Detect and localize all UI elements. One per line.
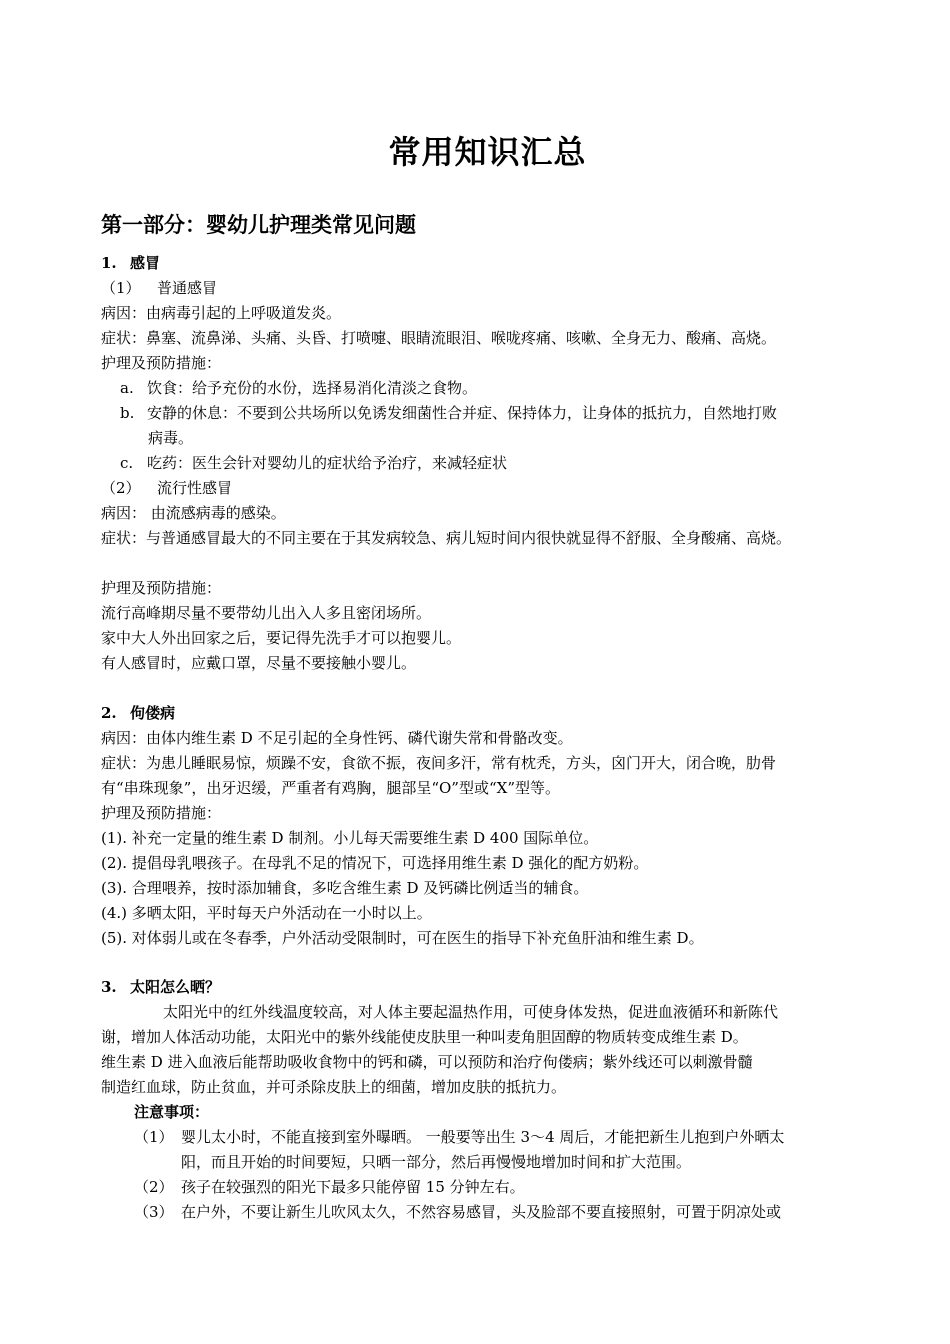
flu-care-line: 有人感冒时，应戴口罩，尽量不要接触小婴儿。 [101,654,417,672]
note-item: （1） 婴儿太小时，不能直接到室外曝晒。 一般要等出生 3～4 周后，才能把新生儿抱到户外晒太 [134,1128,785,1146]
paragraph-line: 维生素 D 进入血液后能帮助吸收食物中的钙和磷，可以预防和治疗佝偻病；紫外线还可以刺激骨髓 [101,1053,753,1071]
note-item: （3） 在户外，不要让新生儿吹风太久，不然容易感冒，头及脸部不要直接照射，可置于阴凉处或 [134,1203,782,1221]
cold-care-heading: 护理及预防措施： [101,354,222,372]
flu-care-line: 流行高峰期尽量不要带幼儿出入人多且密闭场所。 [101,604,432,622]
cold-symptom: 症状：鼻塞、流鼻涕、头痛、头昏、打喷嚏、眼睛流眼泪、喉咙疼痛、咳嗽、全身无力、酸痛、高烧。 [101,329,777,347]
rickets-cause: 病因：由体内维生素 D 不足引起的全身性钙、磷代谢失常和骨骼改变。 [101,729,573,747]
list-item: (2). 提倡母乳喂孩子。在母乳不足的情况下，可选择用维生素 D 强化的配方奶粉。 [101,854,649,872]
rickets-care-heading: 护理及预防措施： [101,804,222,822]
part-heading: 第一部分：婴幼儿护理类常见问题 [101,212,416,237]
section-heading-sunbathing: 3. 太阳怎么晒？ [101,978,221,996]
list-item: (3). 合理喂养，按时添加辅食，多吃含维生素 D 及钙磷比例适当的辅食。 [101,879,589,897]
list-item: (4.) 多晒太阳，平时每天户外活动在一小时以上。 [101,904,432,922]
flu-care-heading: 护理及预防措施： [101,579,222,597]
list-item: (5). 对体弱儿或在冬春季，户外活动受限制时，可在医生的指导下补充鱼肝油和维生素 D。 [101,929,704,947]
paragraph-line: 制造红血球，防止贫血，并可杀除皮肤上的细菌，增加皮肤的抵抗力。 [101,1078,567,1096]
flu-care-line: 家中大人外出回家之后，要记得先洗手才可以抱婴儿。 [101,629,462,647]
document-title: 常用知识汇总 [388,133,587,171]
paragraph-line: 谢，增加人体活动功能，太阳光中的紫外线能使皮肤里一种叫麦角胆固醇的物质转变成维生素 D。 [101,1028,748,1046]
rickets-symptom: 症状：为患儿睡眠易惊，烦躁不安，食欲不振，夜间多汗，常有枕秃，方头，囟门开大，闭合晚，肋骨 [101,754,777,772]
section-heading-rickets: 2. 佝偻病 [101,704,176,722]
note-item: （2） 孩子在较强烈的阳光下最多只能停留 15 分钟左右。 [134,1178,525,1196]
section-heading-cold: 1. 感冒 [101,254,161,272]
list-item: b. 安静的休息：不要到公共场所以免诱发细菌性合并症、保持体力，让身体的抵抗力，自然地打败 [120,404,778,422]
flu-cause: 病因： 由流感病毒的感染。 [101,504,286,522]
list-item: c. 吃药：医生会针对婴幼儿的症状给予治疗，来减轻症状 [120,454,508,472]
paragraph-line: 太阳光中的红外线温度较高，对人体主要起温热作用，可使身体发热，促进血液循环和新陈代 [163,1003,779,1021]
subsection-flu: （2） 流行性感冒 [101,479,233,497]
note-item-continuation: 阳，而且开始的时间要短，只晒一部分，然后再慢慢地增加时间和扩大范围。 [181,1153,692,1171]
list-item-continuation: 病毒。 [148,429,194,447]
flu-symptom: 症状：与普通感冒最大的不同主要在于其发病较急、病儿短时间内很快就显得不舒服、全身酸痛、高烧。 [101,529,792,547]
notes-heading: 注意事项： [134,1103,210,1121]
subsection-common-cold: （1） 普通感冒 [101,279,218,297]
rickets-symptom-cont: 有“串珠现象”，出牙迟缓，严重者有鸡胸，腿部呈“O”型或“X”型等。 [101,779,560,797]
list-item: a. 饮食：给予充份的水份，选择易消化清淡之食物。 [120,379,478,397]
list-item: (1). 补充一定量的维生素 D 制剂。小儿每天需要维生素 D 400 国际单位。 [101,829,599,847]
cold-cause: 病因：由病毒引起的上呼吸道发炎。 [101,304,342,322]
